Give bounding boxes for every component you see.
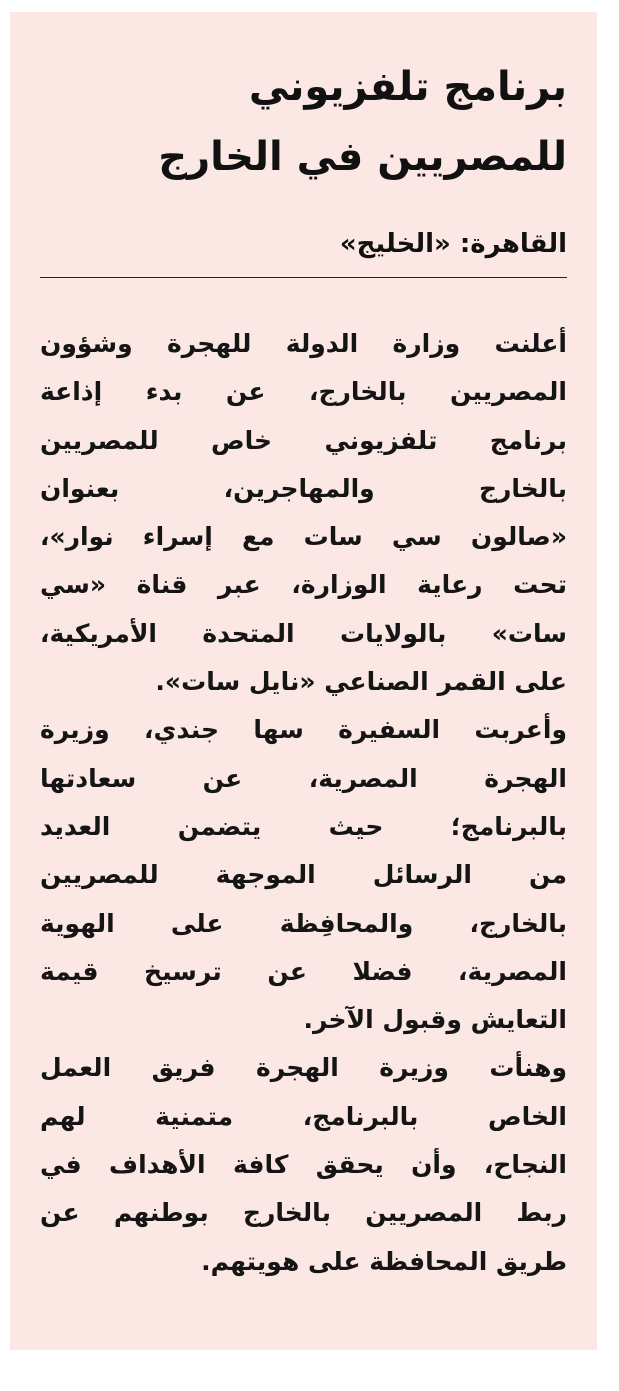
- body-line: وهنأت وزيرة الهجرة فريق العمل: [40, 1053, 567, 1083]
- divider: [40, 277, 567, 278]
- body-line: النجاح، وأن يحقق كافة الأهداف في: [40, 1150, 567, 1180]
- body-line: تحت رعاية الوزارة، عبر قناة «سي: [40, 570, 567, 600]
- body-line: على القمر الصناعي «نايل سات».: [155, 667, 567, 697]
- body-line: التعايش وقبول الآخر.: [303, 1005, 567, 1035]
- body-line: أعلنت وزارة الدولة للهجرة وشؤون: [40, 329, 567, 358]
- body-line: بالخارج، والمحافِظة على الهوية: [40, 908, 567, 938]
- dateline: القاهرة: «الخليج»: [339, 229, 567, 259]
- body-line: بالخارج والمهاجرين، بعنوان: [40, 473, 567, 503]
- body-line: وأعربت السفيرة سها جندي، وزيرة: [40, 715, 567, 745]
- article-panel: [10, 12, 597, 1350]
- body-line: ربط المصريين بالخارج بوطنهم عن: [40, 1198, 567, 1228]
- body-line: الهجرة المصرية، عن سعادتها: [40, 763, 567, 793]
- headline-line-2: للمصريين في الخارج: [158, 134, 567, 180]
- body-line: سات» بالولايات المتحدة الأمريكية،: [40, 618, 567, 648]
- body-line: الخاص بالبرنامج، متمنية لهم: [40, 1101, 567, 1131]
- body-line: المصريين بالخارج، عن بدء إذاعة: [40, 377, 567, 407]
- body-line: برنامج تلفزيوني خاص للمصريين: [40, 425, 567, 455]
- body-line: المصرية، فضلا عن ترسيخ قيمة: [40, 956, 567, 986]
- article-headline: [40, 52, 567, 192]
- body-line: من الرسائل الموجهة للمصريين: [40, 860, 567, 890]
- body-line: طريق المحافظة على هويتهم.: [201, 1246, 567, 1276]
- article-body: [40, 320, 567, 1286]
- body-line: بالبرنامج؛ حيث يتضمن العديد: [40, 811, 567, 841]
- body-line: «صالون سي سات مع إسراء نوار»،: [40, 522, 567, 552]
- headline-line-1: برنامج تلفزيوني: [248, 64, 567, 110]
